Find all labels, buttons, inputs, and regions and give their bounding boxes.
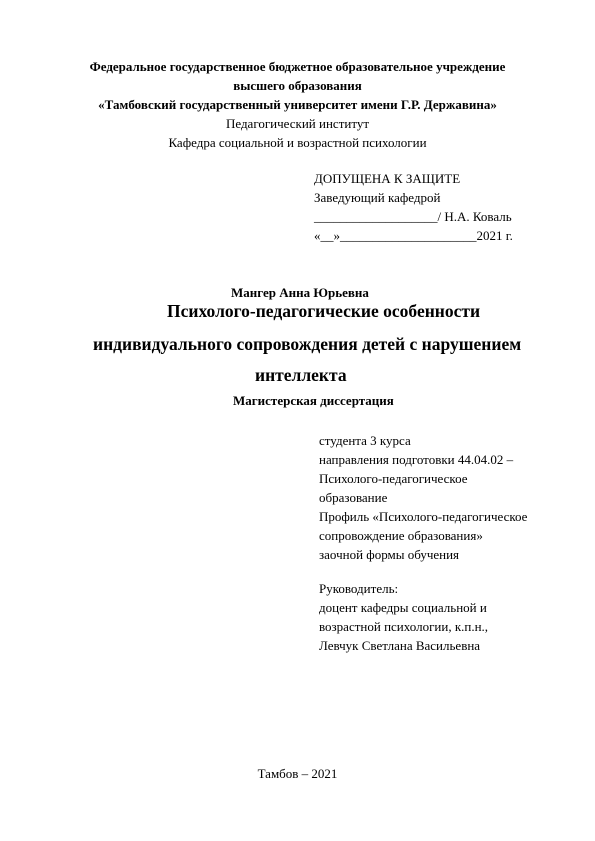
approval-signature-line: ___________________/ Н.А. Коваль	[314, 209, 512, 224]
department-name: Кафедра социальной и возрастной психологии	[168, 135, 427, 150]
supervisor-label: Руководитель:	[319, 581, 399, 596]
approval-date-line: «__»_____________________2021 г.	[314, 228, 513, 243]
author-name: Мангер Анна Юрьевна	[231, 285, 369, 300]
approval-title: ДОПУЩЕНА К ЗАЩИТЕ	[314, 171, 461, 186]
header-line-3: «Тамбовский государственный университет имени Г.Р. Державина»	[98, 97, 497, 112]
supervisor-line: возрастной психологии, к.п.н.,	[319, 619, 489, 634]
approval-position: Заведующий кафедрой	[314, 190, 441, 205]
student-info-line: направления подготовки 44.04.02 –	[319, 452, 514, 467]
thesis-title-line-3: интеллекта	[255, 365, 347, 385]
student-info-line: образование	[319, 490, 388, 505]
header-line-2: высшего образования	[233, 78, 362, 93]
supervisor-line: доцент кафедры социальной и	[319, 600, 487, 615]
thesis-title-line-1: Психолого-педагогические особенности	[167, 301, 481, 321]
thesis-title-line-2: индивидуального сопровождения детей с нарушением	[93, 334, 522, 354]
supervisor-name: Левчук Светлана Васильевна	[319, 638, 481, 653]
institute-name: Педагогический институт	[225, 116, 370, 131]
header-line-1: Федеральное государственное бюджетное образовательное учреждение	[89, 59, 506, 74]
student-info-line: сопровождение образования»	[319, 528, 483, 543]
student-info-line: студента 3 курса	[319, 433, 411, 448]
student-info-line: Психолого-педагогическое	[319, 471, 468, 486]
student-info-line: Профиль «Психолого-педагогическое	[319, 509, 528, 524]
city-year: Тамбов – 2021	[257, 766, 338, 781]
student-info-line: заочной формы обучения	[319, 547, 460, 562]
thesis-type: Магистерская диссертация	[233, 393, 394, 408]
